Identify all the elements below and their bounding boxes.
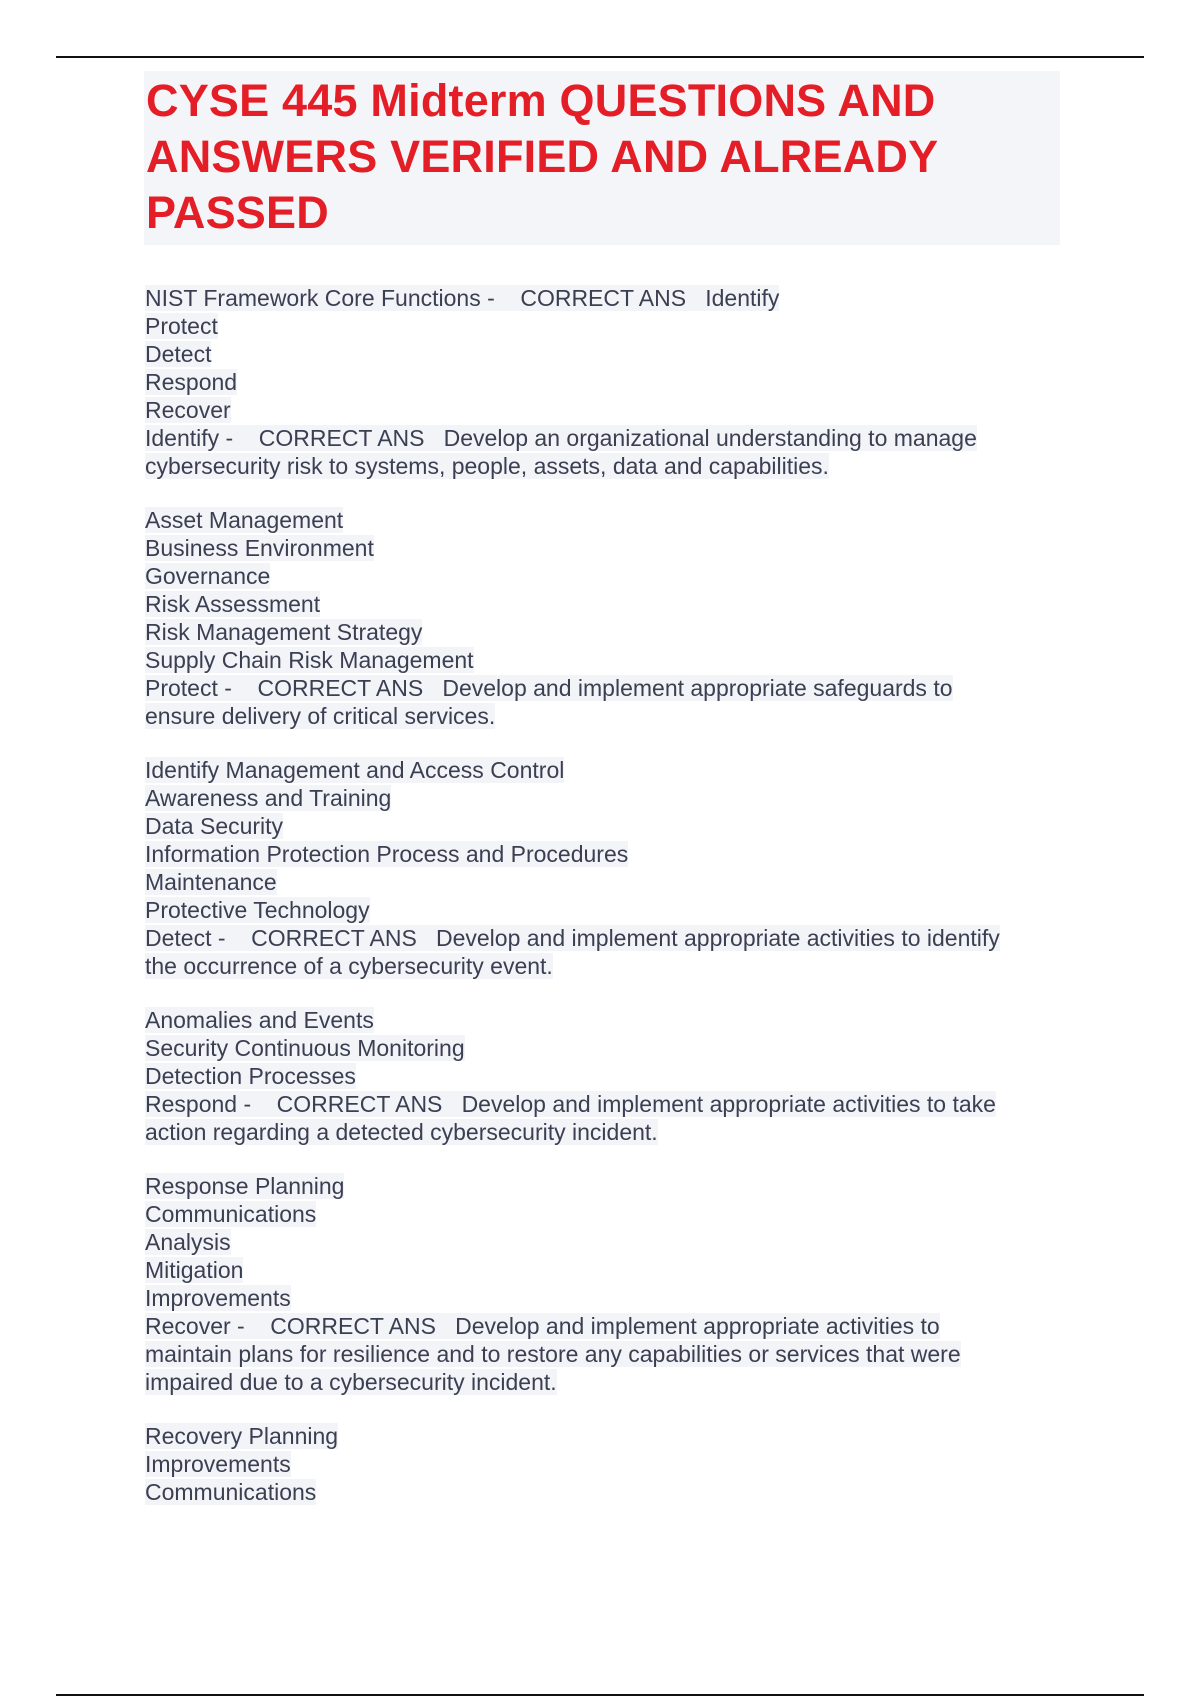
text-line: NIST Framework Core Functions - CORRECT ANS Identify [145, 285, 780, 311]
document-body [145, 284, 1065, 1506]
text-line: impaired due to a cybersecurity incident. [145, 1369, 557, 1395]
title-line: CYSE 445 Midterm QUESTIONS AND [146, 75, 936, 126]
text-line: Respond [145, 369, 238, 395]
qa-section [145, 1172, 1065, 1396]
text-line: Maintenance [145, 869, 277, 895]
text-line: Asset Management [145, 507, 344, 533]
text-line: Information Protection Process and Procedures [145, 841, 629, 867]
text-line: Governance [145, 563, 271, 589]
qa-section [145, 756, 1065, 980]
qa-section [145, 284, 1065, 480]
text-line: Detect - CORRECT ANS Develop and implement appropriate activities to identify [145, 925, 1000, 951]
text-line: action regarding a detected cybersecurity incident. [145, 1119, 658, 1145]
text-line: the occurrence of a cybersecurity event. [145, 953, 553, 979]
title-line: PASSED [146, 187, 329, 238]
text-line: Communications [145, 1479, 317, 1505]
text-line: Identify Management and Access Control [145, 757, 565, 783]
text-line: Recover [145, 397, 231, 423]
qa-section [145, 1422, 1065, 1506]
text-line: Detection Processes [145, 1063, 356, 1089]
text-line: Communications [145, 1201, 317, 1227]
text-line: Respond - CORRECT ANS Develop and implement appropriate activities to take [145, 1091, 996, 1117]
text-line: Improvements [145, 1451, 291, 1477]
text-line: maintain plans for resilience and to restore any capabilities or services that were [145, 1341, 961, 1367]
text-line: Mitigation [145, 1257, 244, 1283]
text-line: Recover - CORRECT ANS Develop and implement appropriate activities to [145, 1313, 940, 1339]
text-line: Supply Chain Risk Management [145, 647, 474, 673]
text-line: Response Planning [145, 1173, 345, 1199]
text-line: Recovery Planning [145, 1423, 339, 1449]
qa-section [145, 506, 1065, 730]
text-line: Protect - CORRECT ANS Develop and implement appropriate safeguards to [145, 675, 953, 701]
text-line: Improvements [145, 1285, 291, 1311]
top-divider [56, 56, 1144, 58]
document-title [144, 71, 1060, 245]
text-line: Data Security [145, 813, 284, 839]
bottom-divider [56, 1694, 1144, 1696]
text-line: Anomalies and Events [145, 1007, 374, 1033]
text-line: Security Continuous Monitoring [145, 1035, 465, 1061]
title-line: ANSWERS VERIFIED AND ALREADY [146, 131, 939, 182]
text-line: Protective Technology [145, 897, 370, 923]
text-line: ensure delivery of critical services. [145, 703, 496, 729]
qa-section [145, 1006, 1065, 1146]
text-line: Analysis [145, 1229, 231, 1255]
text-line: Business Environment [145, 535, 374, 561]
text-line: Detect [145, 341, 212, 367]
text-line: Identify - CORRECT ANS Develop an organizational understanding to manage [145, 425, 977, 451]
text-line: Protect [145, 313, 218, 339]
text-line: Risk Assessment [145, 591, 321, 617]
text-line: Risk Management Strategy [145, 619, 423, 645]
text-line: Awareness and Training [145, 785, 392, 811]
text-line: cybersecurity risk to systems, people, assets, data and capabilities. [145, 453, 829, 479]
